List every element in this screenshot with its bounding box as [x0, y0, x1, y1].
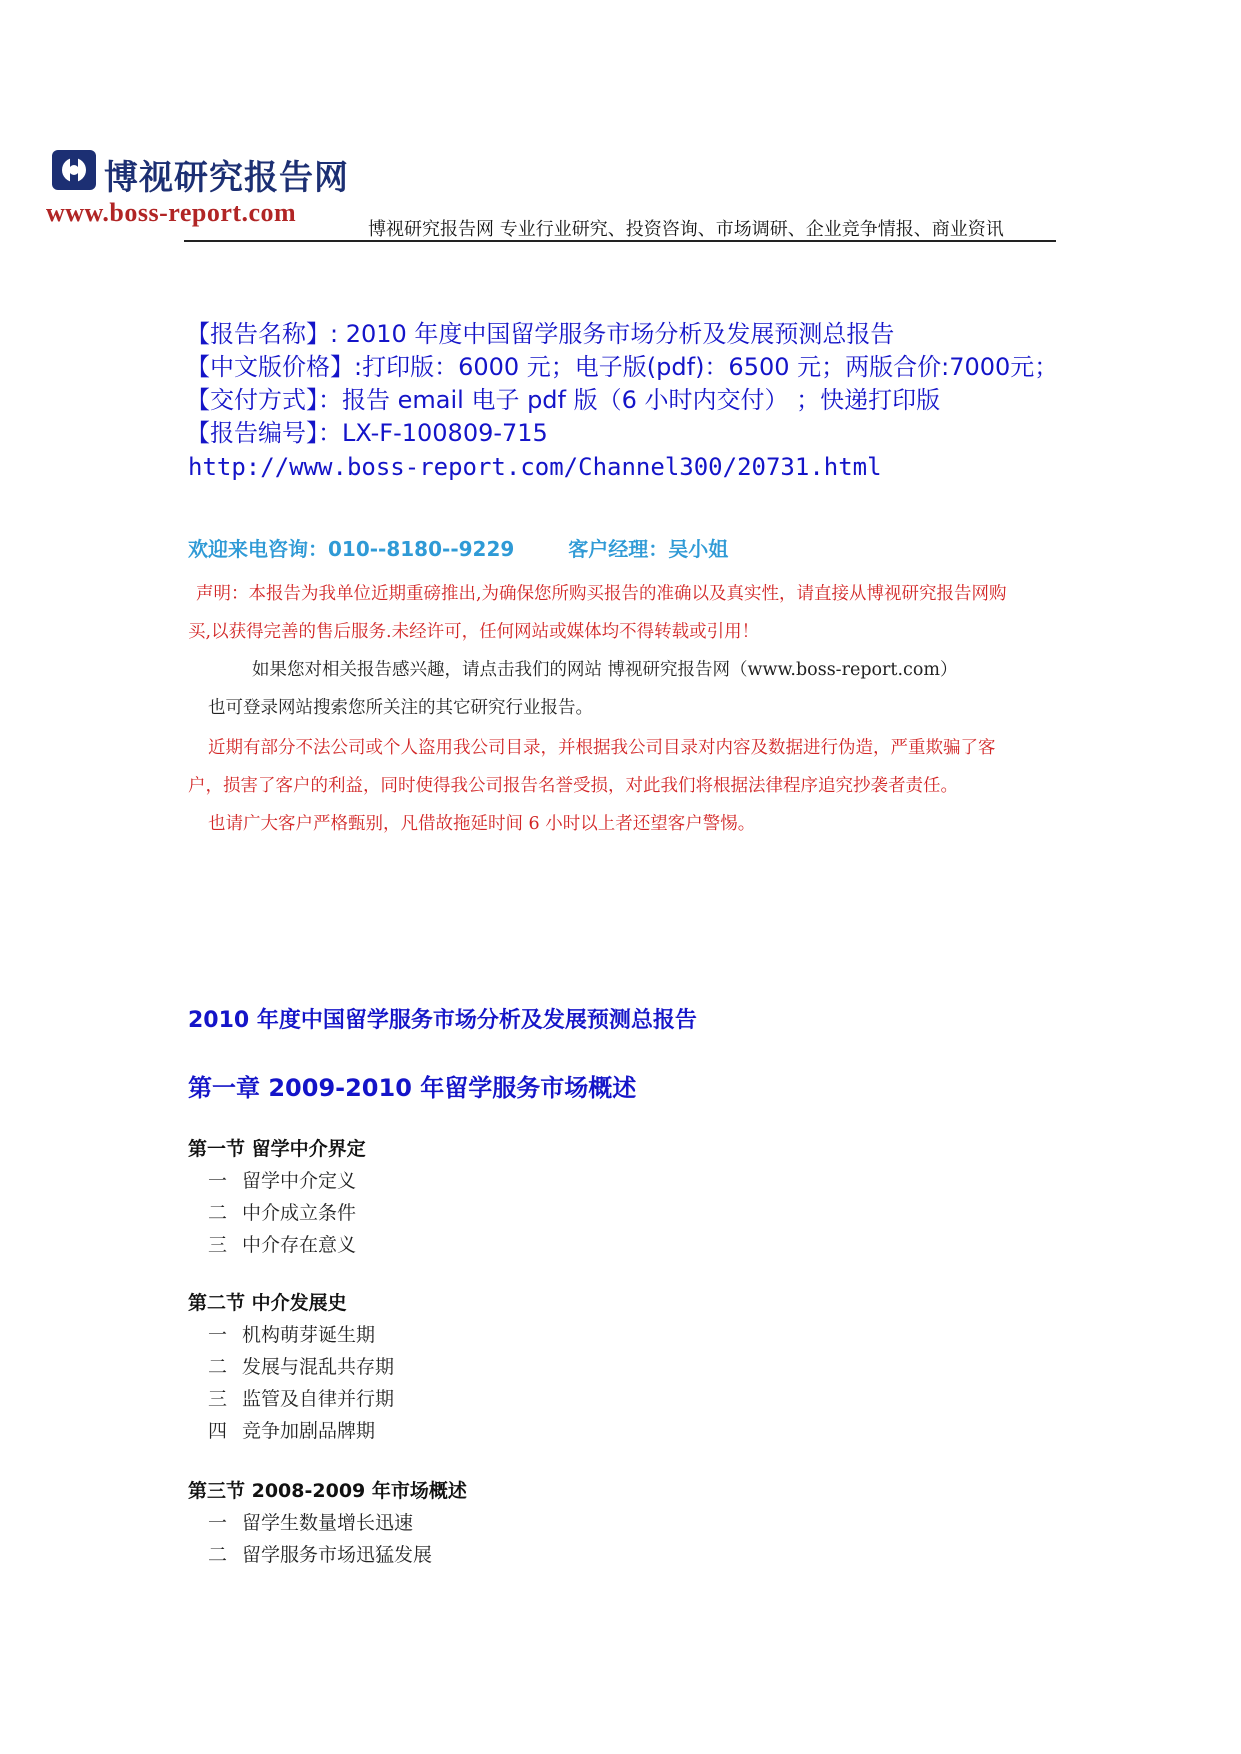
- fraud-line-3: 也请广大客户严格甄别，凡借故拖延时间 6 小时以上者还望客户警惕。: [208, 814, 756, 834]
- report-code: 【报告编号】：LX-F-100809-715: [186, 419, 548, 447]
- toc-item: 三 中介存在意义: [208, 1234, 357, 1256]
- logo-url[interactable]: www.boss-report.com: [46, 198, 297, 227]
- disclaimer-line-1: 声明：本报告为我单位近期重磅推出,为确保您所购买报告的准确以及真实性，请直接从博视研究报告网购: [196, 584, 1007, 604]
- logo-name: 博视研究报告网: [104, 158, 349, 198]
- contact-line: [188, 533, 728, 562]
- interest-line-1: 如果您对相关报告感兴趣，请点击我们的网站 博视研究报告网（www.boss-report.com）: [252, 660, 958, 680]
- report-name: 【报告名称】: 2010 年度中国留学服务市场分析及发展预测总报告: [186, 320, 895, 348]
- fraud-line-2: 户，损害了客户的利益，同时使得我公司报告名誉受损，对此我们将根据法律程序追究抄袭者责任。: [188, 776, 958, 796]
- report-delivery: 【交付方式】：报告 email 电子 pdf 版（6 小时内交付） ；快递打印版: [186, 386, 941, 414]
- toc-section-1: 第一节 留学中介界定: [188, 1138, 366, 1160]
- contact-manager: 客户经理：吴小姐: [568, 537, 729, 561]
- toc-item: 二 发展与混乱共存期: [208, 1356, 395, 1378]
- header-divider: [184, 240, 1056, 242]
- report-url-link[interactable]: http://www.boss-report.com/Channel300/20731.html: [188, 453, 882, 481]
- toc-section-2: 第二节 中介发展史: [188, 1292, 347, 1314]
- report-price: 【中文版价格】:打印版：6000 元；电子版(pdf)：6500 元；两版合价:7000元；: [186, 353, 1059, 381]
- toc-section-3: 第三节 2008-2009 年市场概述: [188, 1480, 467, 1502]
- logo-icon: [50, 148, 98, 192]
- toc-item: 一 留学生数量增长迅速: [208, 1512, 414, 1534]
- toc-title: 2010 年度中国留学服务市场分析及发展预测总报告: [188, 1008, 697, 1033]
- toc-item: 三 监管及自律并行期: [208, 1388, 395, 1410]
- toc-item: 一 留学中介定义: [208, 1170, 357, 1192]
- disclaimer-line-2: 买,以获得完善的售后服务.未经许可，任何网站或媒体均不得转载或引用！: [188, 622, 760, 642]
- toc-item: 二 留学服务市场迅猛发展: [208, 1544, 433, 1566]
- toc-item: 二 中介成立条件: [208, 1202, 357, 1224]
- toc-item: 一 机构萌芽诞生期: [208, 1324, 376, 1346]
- header-tagline: 博视研究报告网 专业行业研究、投资咨询、市场调研、企业竞争情报、商业资讯: [368, 219, 1004, 240]
- contact-phone: 欢迎来电咨询：010--8180--9229: [188, 537, 515, 561]
- toc-item: 四 竞争加剧品牌期: [208, 1420, 376, 1442]
- interest-line-2: 也可登录网站搜索您所关注的其它研究行业报告。: [208, 698, 593, 718]
- fraud-line-1: 近期有部分不法公司或个人盗用我公司目录，并根据我公司目录对内容及数据进行伪造，严重欺骗了客: [208, 738, 996, 758]
- toc-chapter-1: 第一章 2009-2010 年留学服务市场概述: [188, 1074, 637, 1102]
